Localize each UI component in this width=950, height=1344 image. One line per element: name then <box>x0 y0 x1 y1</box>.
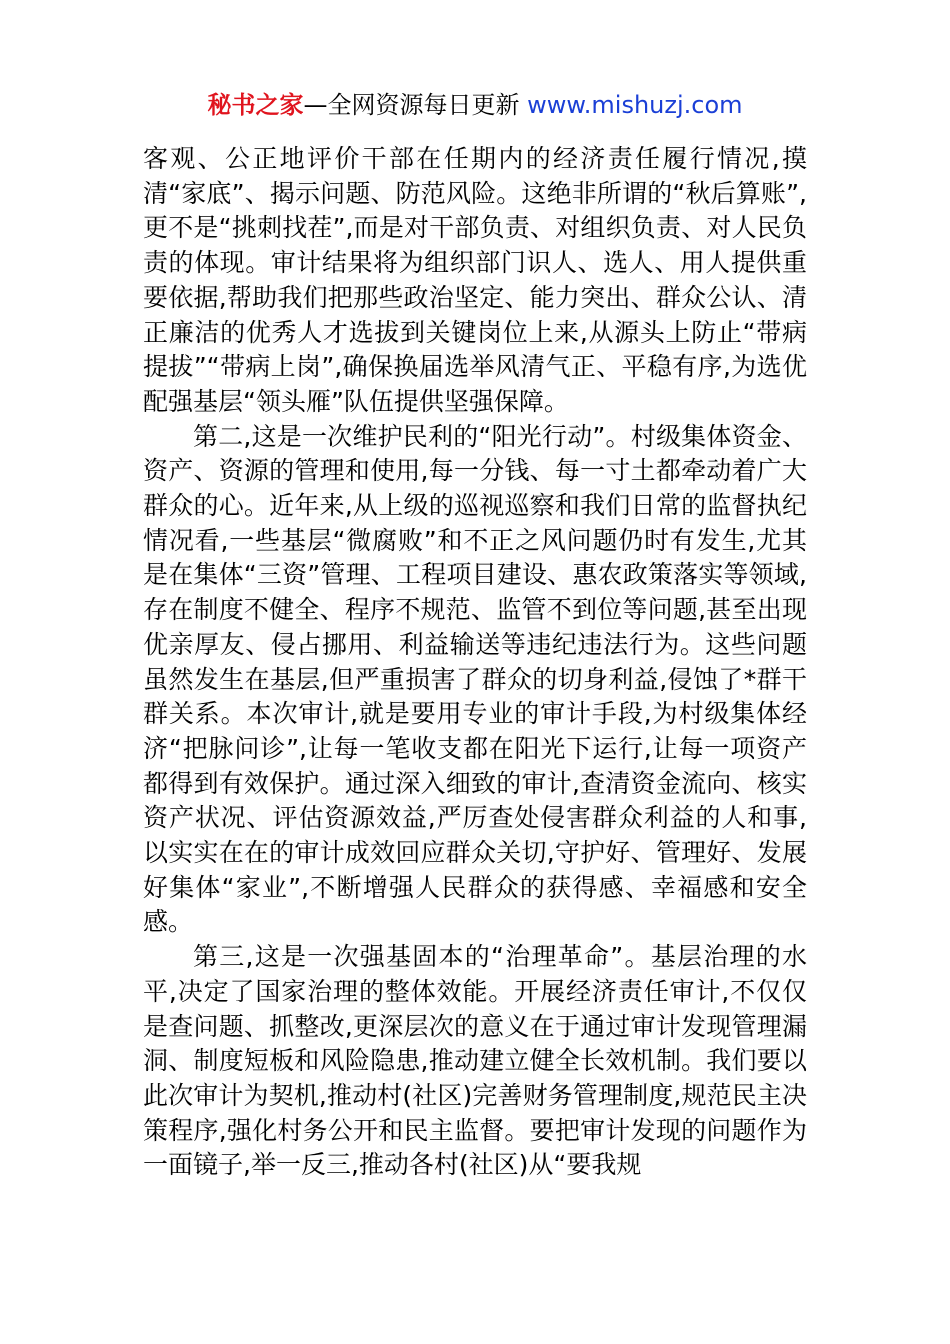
page-header <box>0 88 950 122</box>
brand-name: 秘书之家 <box>207 91 304 119</box>
paragraph-third: 第三,这是一次强基固本的“治理革命”。基层治理的水平,决定了国家治理的整体效能。开展经济责任审计,不仅仅是查问题、抓整改,更深层次的意义在于通过审计发现管理漏洞、制度短板和风险隐患,推动建立健全长效机制。我们要以此次审计为契机,推动村(社区)完善财务管理制度,规范民主决策程序,强化村务公开和民主监督。要把审计发现的问题作为一面镜子,举一反三,推动各村(社区)从“要我规 <box>143 942 807 1180</box>
document-body <box>143 142 807 1183</box>
paragraph-second: 第二,这是一次维护民利的“阳光行动”。村级集体资金、资产、资源的管理和使用,每一分钱、每一寸土都牵动着广大群众的心。近年来,从上级的巡视巡察和我们日常的监督执纪情况看,一些基层“微腐败”和不正之风问题仍时有发生,尤其是在集体“三资”管理、工程项目建设、惠农政策落实等领域,存在制度不健全、程序不规范、监管不到位等问题,甚至出现优亲厚友、侵占挪用、利益输送等违纪违法行为。这些问题虽然发生在基层,但严重损害了群众的切身利益,侵蚀了*群干群关系。本次审计,就是要用专业的审计手段,为村级集体经济“把脉问诊”,让每一笔收支都在阳光下运行,让每一项资产都得到有效保护。通过深入细致的审计,查清资金流向、核实资产状况、评估资源效益,严厉查处侵害群众利益的人和事,以实实在在的审计成效回应群众关切,守护好、管理好、发展好集体“家业”,不断增强人民群众的获得感、幸福感和安全感。 <box>143 421 807 937</box>
header-tagline: —全网资源每日更新 <box>303 91 528 119</box>
paragraph-continued: 客观、公正地评价干部在任期内的经济责任履行情况,摸清“家底”、揭示问题、防范风险。这绝非所谓的“秋后算账”,更不是“挑刺找茬”,而是对干部负责、对组织负责、对人民负责的体现。审计结果将为组织部门识人、选人、用人提供重要依据,帮助我们把那些政治坚定、能力突出、群众公认、清正廉洁的优秀人才选拔到关键岗位上来,从源头上防止“带病提拔”“带病上岗”,确保换届选举风清气正、平稳有序,为选优配强基层“领头雁”队伍提供坚强保障。 <box>143 144 807 416</box>
site-url: www.mishuzj.com <box>527 91 743 119</box>
